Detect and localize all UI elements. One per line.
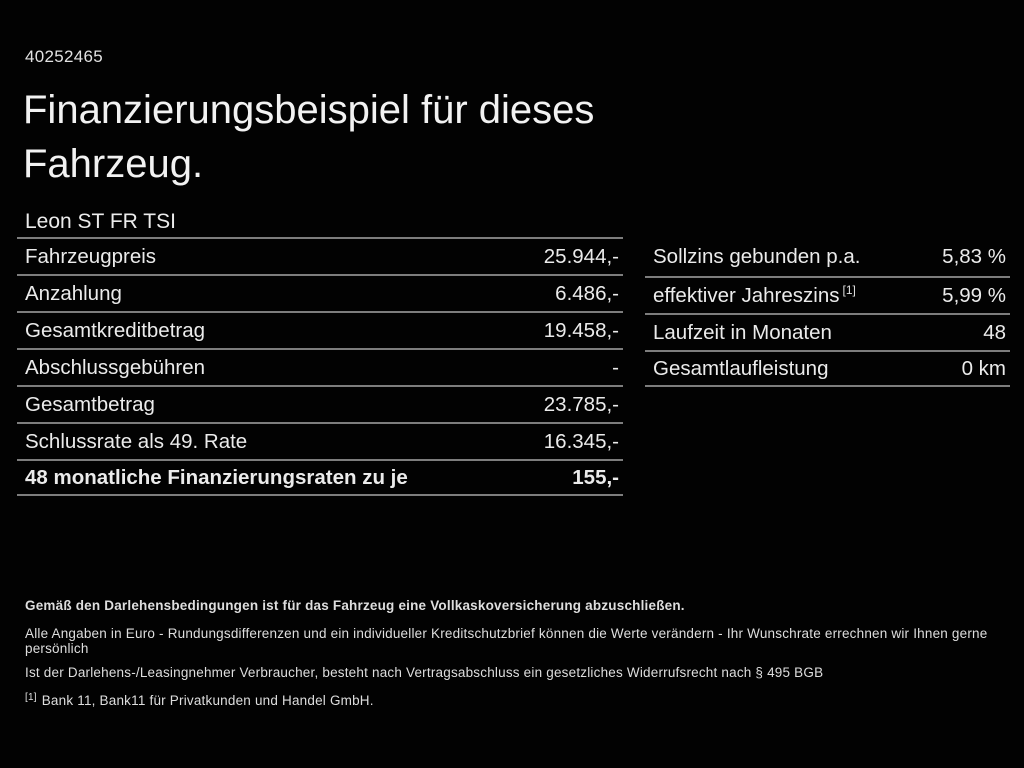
row-label: Abschlussgebühren xyxy=(25,355,206,379)
finance-table-right xyxy=(645,237,1010,387)
row-value: 5,99 % xyxy=(942,283,1006,307)
row-value: 19.458,- xyxy=(543,318,619,342)
page-title-line2: Fahrzeug. xyxy=(23,142,204,186)
table-row-abschlussgebuehren xyxy=(17,348,623,385)
disclaimer-line-2: Ist der Darlehens-/Leasingnehmer Verbraucher, besteht nach Vertragsabschluss ein gesetzliches Widerrufsrecht nach § 495 BGB xyxy=(25,665,824,680)
finance-table-left xyxy=(17,237,623,496)
row-value: 6.486,- xyxy=(555,281,619,305)
vehicle-name: Leon ST FR TSI xyxy=(25,210,176,233)
footnote-text: Bank 11, Bank11 für Privatkunden und Handel GmbH. xyxy=(41,693,374,708)
row-label: Fahrzeugpreis xyxy=(25,244,157,268)
table-row-monatsrate xyxy=(17,459,623,496)
row-value: 23.785,- xyxy=(543,392,619,416)
row-value: 5,83 % xyxy=(942,244,1006,268)
row-value: 16.345,- xyxy=(543,429,619,453)
table-row-gesamtbetrag xyxy=(17,385,623,422)
table-row-schlussrate xyxy=(17,422,623,459)
row-value: 155,- xyxy=(572,465,619,489)
table-row-effektiver-jahreszins xyxy=(645,276,1010,313)
bank-footnote xyxy=(25,693,1000,708)
row-label: Sollzins gebunden p.a. xyxy=(653,244,861,268)
row-value: 0 km xyxy=(961,356,1006,380)
row-label: 48 monatliche Finanzierungsraten zu je xyxy=(25,465,408,489)
row-label: Gesamtbetrag xyxy=(25,392,155,416)
row-label xyxy=(645,284,856,308)
legal-footer xyxy=(25,598,1000,708)
footnote-ref-icon: [1] xyxy=(842,282,856,297)
insurance-note: Gemäß den Darlehensbedingungen ist für das Fahrzeug eine Vollkaskoversicherung abzuschließen. xyxy=(25,598,685,613)
table-row-sollzins xyxy=(645,237,1010,276)
footnote-marker: [1] xyxy=(25,691,37,703)
financing-tables xyxy=(17,237,1010,496)
row-label: Laufzeit in Monaten xyxy=(653,320,832,344)
row-label: Gesamtlaufleistung xyxy=(653,356,829,380)
page-title xyxy=(23,83,594,191)
row-label: Gesamtkreditbetrag xyxy=(25,318,206,342)
row-label-text: effektiver Jahreszins xyxy=(653,283,840,307)
table-row-fahrzeugpreis xyxy=(17,237,623,274)
row-value: 48 xyxy=(983,320,1006,344)
table-row-anzahlung xyxy=(17,274,623,311)
disclaimer-line-1: Alle Angaben in Euro - Rundungsdifferenzen und ein individueller Kreditschutzbrief können die Werte verändern - Ihr Wunschrate errechnen wir Ihnen gerne persönlich xyxy=(25,626,988,656)
row-value: 25.944,- xyxy=(543,244,619,268)
page-title-line1: Finanzierungsbeispiel für dieses xyxy=(23,88,595,132)
table-row-gesamtlaufleistung xyxy=(645,350,1010,387)
row-label: Schlussrate als 49. Rate xyxy=(25,429,248,453)
table-row-gesamtkreditbetrag xyxy=(17,311,623,348)
listing-id: 40252465 xyxy=(25,47,104,66)
row-label: Anzahlung xyxy=(25,281,122,305)
table-row-laufzeit xyxy=(645,313,1010,350)
row-value: - xyxy=(612,355,619,379)
